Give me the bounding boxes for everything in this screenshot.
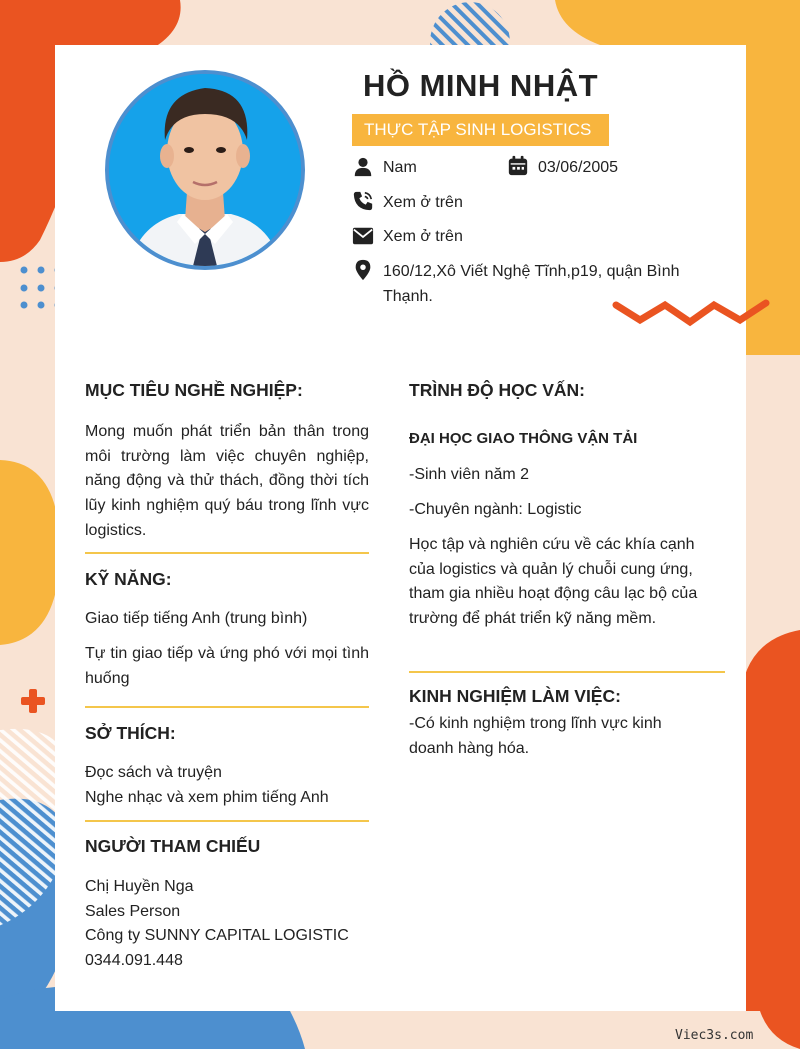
phone-value: Xem ở trên: [383, 194, 463, 211]
email-value: Xem ở trên: [383, 228, 463, 245]
person-icon: [352, 156, 374, 178]
address-value: 160/12,Xô Viết Nghệ Tĩnh,p19, quận Bình Thạnh.: [383, 263, 680, 305]
yellow-blob-left: [0, 460, 60, 645]
hobbies-title: SỞ THÍCH:: [85, 723, 176, 743]
reference-line: Công ty SUNNY CAPITAL LOGISTIC: [85, 927, 349, 944]
education-title: TRÌNH ĐỘ HỌC VẤN:: [409, 380, 585, 400]
skills-title: KỸ NĂNG:: [85, 569, 172, 589]
school-name: ĐẠI HỌC GIAO THÔNG VẬN TẢI: [409, 430, 638, 447]
gender-value: Nam: [383, 159, 417, 176]
divider: [85, 706, 369, 708]
avatar-illustration: [109, 74, 301, 266]
objective-title: MỤC TIÊU NGHỀ NGHIỆP:: [85, 380, 303, 400]
divider: [85, 552, 369, 554]
job-title: THỰC TẬP SINH LOGISTICS: [352, 114, 609, 146]
phone-icon: [352, 190, 374, 212]
mail-icon: [352, 225, 374, 247]
hobby-item: Nghe nhạc và xem phim tiếng Anh: [85, 789, 329, 806]
orange-blob-right: [740, 630, 800, 1049]
watermark: Viec3s.com: [675, 1028, 754, 1043]
divider: [409, 671, 725, 673]
reference-title: NGƯỜI THAM CHIẾU: [85, 836, 261, 856]
calendar-icon: [507, 155, 529, 177]
experience-title: KINH NGHIỆM LÀM VIỆC:: [409, 686, 621, 706]
reference-line: Sales Person: [85, 903, 181, 920]
profile-photo: [105, 70, 305, 270]
reference-line: 0344.091.448: [85, 952, 183, 969]
education-description: Học tập và nghiên cứu về các khía cạnh của logistics và quản lý chuỗi cung ứng, tham gia nhiều hoạt động câu lạc bộ của trường để phát triển kỹ năng mềm.: [409, 536, 698, 628]
birthday-value: 03/06/2005: [538, 159, 619, 176]
reference-line: Chị Huyền Nga: [85, 878, 194, 895]
skill-item: Giao tiếp tiếng Anh (trung bình): [85, 610, 308, 627]
full-name: HỒ MINH NHẬT: [363, 68, 599, 103]
education-major: -Chuyên ngành: Logistic: [409, 501, 582, 518]
objective-text: Mong muốn phát triển bản thân trong môi trường làm việc chuyên nghiệp, năng động và thử thách, đồng thời tích lũy kinh nghiệm quý báu trong lĩnh vực logistics.: [85, 423, 369, 539]
location-icon: [352, 259, 374, 281]
divider: [85, 820, 369, 822]
education-year: -Sinh viên năm 2: [409, 466, 530, 483]
experience-text: -Có kinh nghiệm trong lĩnh vực kinh doanh hàng hóa.: [409, 715, 662, 757]
skill-item: Tự tin giao tiếp và ứng phó với mọi tình huống: [85, 645, 369, 687]
hobby-item: Đọc sách và truyện: [85, 764, 222, 781]
